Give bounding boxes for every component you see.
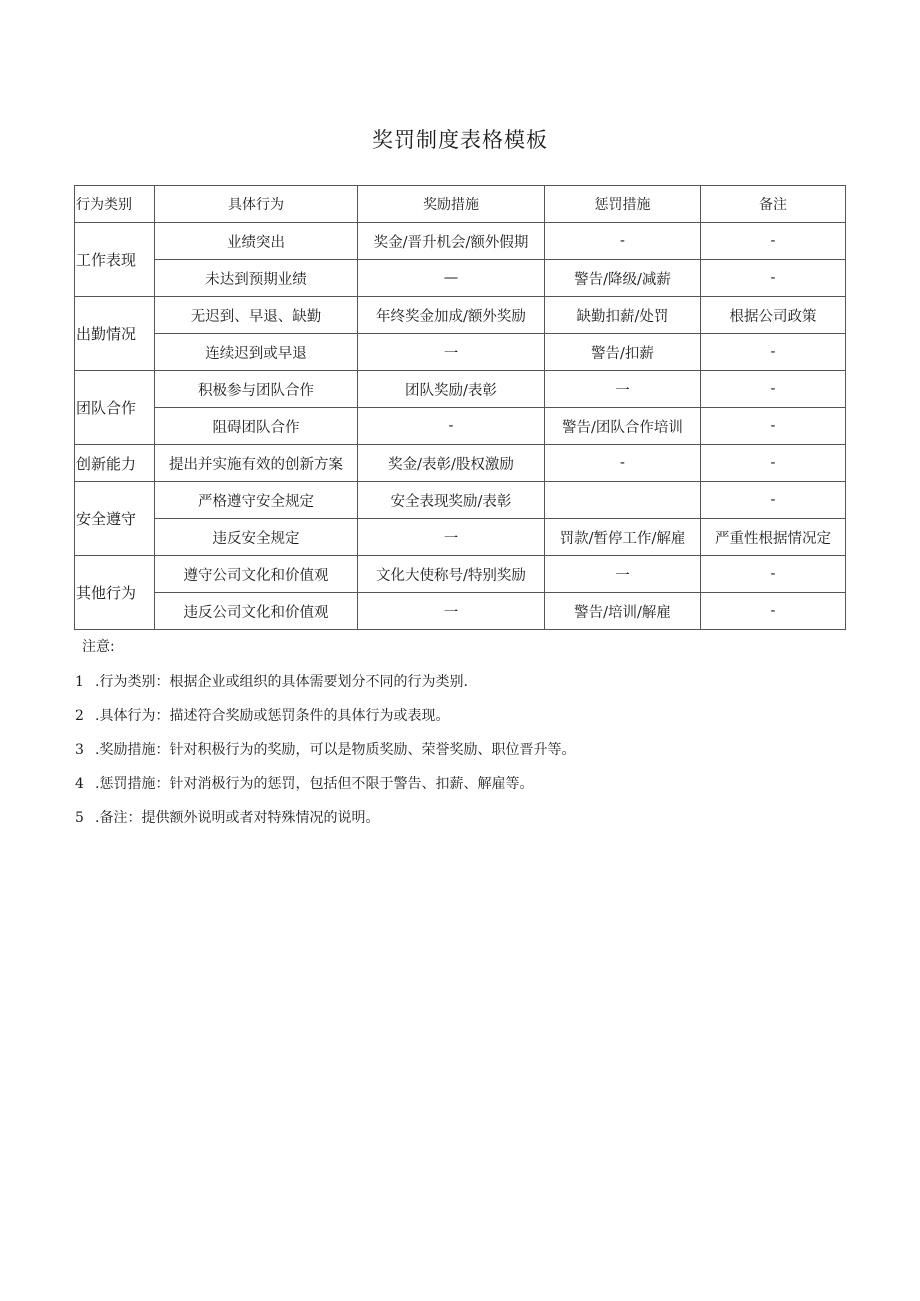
table-row — [75, 556, 846, 593]
reward-cell: — — [358, 260, 545, 297]
reward-cell: 一 — [358, 593, 545, 630]
reward-cell: 团队奖励/表彰 — [358, 371, 545, 408]
reward-cell: 奖金/表彰/股权激励 — [358, 445, 545, 482]
penalty-cell: 警告/团队合作培训 — [545, 408, 701, 445]
remark-cell: - — [701, 223, 846, 260]
behavior-cell: 连续迟到或早退 — [155, 334, 358, 371]
category-cell: 其他行为 — [75, 556, 155, 630]
note-text: .备注：提供额外说明或者对特殊情况的说明。 — [95, 810, 380, 826]
note-number: 5 — [75, 810, 84, 826]
penalty-cell: 罚款/暂停工作/解雇 — [545, 519, 701, 556]
behavior-cell: 遵守公司文化和价值观 — [155, 556, 358, 593]
behavior-cell: 提出并实施有效的创新方案 — [155, 445, 358, 482]
behavior-cell: 积极参与团队合作 — [155, 371, 358, 408]
table-row — [75, 371, 846, 408]
penalty-cell: 警告/降级/减薪 — [545, 260, 701, 297]
reward-cell: - — [358, 408, 545, 445]
penalty-cell: - — [545, 445, 701, 482]
table-row — [75, 260, 846, 297]
reward-cell: 一 — [358, 519, 545, 556]
table-row — [75, 334, 846, 371]
note-text: .行为类别：根据企业或组织的具体需要划分不同的行为类别. — [95, 674, 468, 690]
remark-cell: - — [701, 445, 846, 482]
note-text: .具体行为：描述符合奖励或惩罚条件的具体行为或表现。 — [95, 708, 450, 724]
category-cell: 安全遵守 — [75, 482, 155, 556]
header-reward: 奖励措施 — [358, 186, 545, 223]
table-row — [75, 297, 846, 334]
header-category: 行为类别 — [75, 186, 155, 223]
note-item — [75, 705, 449, 725]
note-text: .惩罚措施：针对消极行为的惩罚，包括但不限于警告、扣薪、解雇等。 — [95, 776, 534, 792]
penalty-cell: - — [545, 223, 701, 260]
penalty-cell: 警告/培训/解雇 — [545, 593, 701, 630]
reward-cell: 安全表现奖励/表彰 — [358, 482, 545, 519]
page-title: 奖罚制度表格模板 — [372, 128, 548, 152]
penalty-cell: 缺勤扣薪/处罚 — [545, 297, 701, 334]
note-item — [75, 671, 468, 691]
penalty-cell: 警告/扣薪 — [545, 334, 701, 371]
reward-cell: 文化大使称号/特别奖励 — [358, 556, 545, 593]
category-cell: 创新能力 — [75, 445, 155, 482]
header-penalty: 惩罚措施 — [545, 186, 701, 223]
remark-cell: - — [701, 260, 846, 297]
note-text: .奖励措施：针对积极行为的奖励，可以是物质奖励、荣誉奖励、职位晋升等。 — [95, 742, 576, 758]
remark-cell: 根据公司政策 — [701, 297, 846, 334]
penalty-cell: 一 — [545, 556, 701, 593]
table-row — [75, 519, 846, 556]
table-row — [75, 482, 846, 519]
table-row — [75, 445, 846, 482]
reward-cell: 年终奖金加成/额外奖励 — [358, 297, 545, 334]
note-item — [75, 739, 575, 759]
reward-cell: 奖金/晋升机会/额外假期 — [358, 223, 545, 260]
note-number: 3 — [75, 742, 84, 758]
header-behavior: 具体行为 — [155, 186, 358, 223]
remark-cell: - — [701, 408, 846, 445]
category-cell: 工作表现 — [75, 223, 155, 297]
category-cell: 团队合作 — [75, 371, 155, 445]
penalty-cell: 一 — [545, 371, 701, 408]
table-header-row — [75, 186, 846, 223]
remark-cell: 严重性根据情况定 — [701, 519, 846, 556]
note-number: 2 — [75, 708, 84, 724]
reward-cell: 一 — [358, 334, 545, 371]
table-row — [75, 593, 846, 630]
note-number: 1 — [75, 674, 84, 690]
reward-penalty-table — [74, 185, 846, 630]
behavior-cell: 未达到预期业绩 — [155, 260, 358, 297]
notes-title: 注意: — [82, 639, 115, 655]
header-remark: 备注 — [701, 186, 846, 223]
note-number: 4 — [75, 776, 84, 792]
behavior-cell: 严格遵守安全规定 — [155, 482, 358, 519]
table-row — [75, 223, 846, 260]
behavior-cell: 阻碍团队合作 — [155, 408, 358, 445]
note-item — [75, 773, 533, 793]
note-item — [75, 807, 379, 827]
table-row — [75, 408, 846, 445]
remark-cell: - — [701, 593, 846, 630]
remark-cell: - — [701, 556, 846, 593]
remark-cell: - — [701, 482, 846, 519]
behavior-cell: 违反公司文化和价值观 — [155, 593, 358, 630]
remark-cell: - — [701, 371, 846, 408]
category-cell: 出勤情况 — [75, 297, 155, 371]
behavior-cell: 业绩突出 — [155, 223, 358, 260]
penalty-cell — [545, 482, 701, 519]
behavior-cell: 违反安全规定 — [155, 519, 358, 556]
behavior-cell: 无迟到、早退、缺勤 — [155, 297, 358, 334]
remark-cell: - — [701, 334, 846, 371]
